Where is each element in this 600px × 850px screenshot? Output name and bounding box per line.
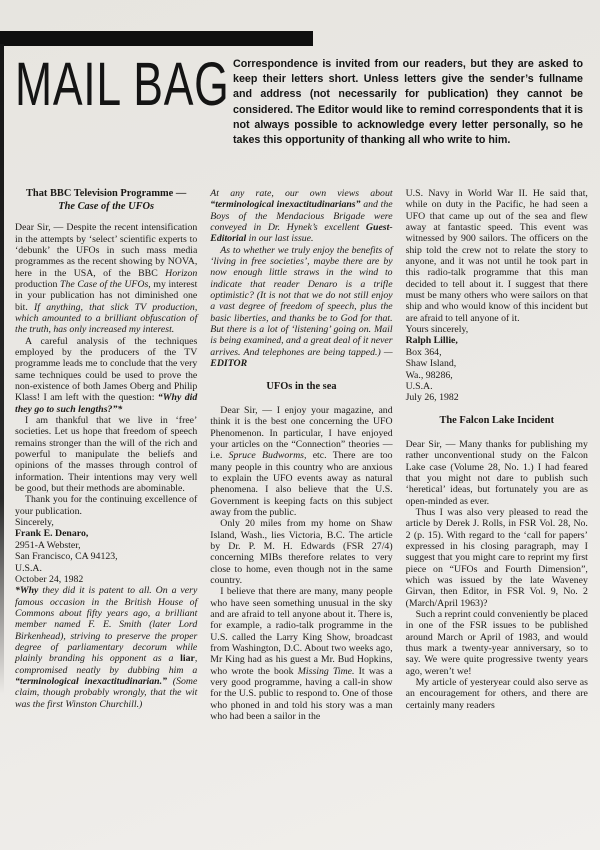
editor-note-paragraph: As to whether we truly enjoy the benefits of ‘living in free societies’, maybe there are by now enough little straws in the wind to indicate that reader Denaro is a trifle optimistic? (It is not that we do not still enjoy a vast degree of freedom of speech, plus the basic liberties, and thanks be to God for that. But there is a lot of ‘listening’ going on. Mail is being examined, and a great deal of it never arrives. And telephones are being tapped.) — EDITOR [210, 244, 393, 370]
scan-artifact-left-edge [0, 44, 4, 694]
signature-block-denaro: Sincerely, Frank E. Denaro, 2951-A Webster, San Francisco, CA 94123, U.S.A. October 24, 1982 [15, 517, 118, 585]
signature-block-lillie: Yours sincerely, Ralph Lillie, Box 364, Shaw Island, Wa., 98286, U.S.A. July 26, 1982 [405, 324, 469, 404]
letter-paragraph: I am thankful that we live in ‘free’ societies. Let us hope that freedom of speech remains stronger than the will of the rich and powerful to manipulate the beliefs and opinions of the masses through control of information. Their intentions may very well be good, but their methods are abominable. [15, 415, 198, 495]
letter-heading-bbc-programme [15, 188, 197, 213]
letter-paragraph: Only 20 miles from my home on Shaw Island, Wash., lies Victoria, B.C. The article by Dr. P. M. H. Edwards (FSR 27/4) concerning MIBs therefore relates to very close to home, even though not in the same country. [210, 518, 393, 586]
letter-paragraph: Thus I was also very pleased to read the article by Derek J. Rolls, in FSR Vol. 28, No. 2 (p. 15). With regard to the ‘call for papers’ expressed in his closing paragraph, may I suggest that you might care to reprint my first piece on “UFOs and Fourth Dimension”, which was issued by the late Waveney Girvan, then Editor, in FSR Vol. 9, No. 2 (March/April 1963)? [405, 506, 588, 609]
letters-columns [15, 188, 588, 722]
correspondence-notice: Correspondence is invited from our readers, but they are asked to keep their letters short. Unless letters give the sender’s fullname and address (not necessarily for publication) they cannot be considered. The Editor would like to remind correspondents that it is not always possible to acknowledge every letter personally, so he takes this opportunity of thanking all who write to him. [233, 58, 583, 147]
letter-heading-line2: The Case of the UFOs [58, 200, 155, 212]
letter-paragraph: Dear Sir, — Many thanks for publishing my rather unconventional study on the Falcon Lake case (Volume 28, No. 1.) I had feared that you might not dare to publish such ‘heretical’ ideas, but fortunately you are as open-minded as ever. [405, 438, 588, 507]
letter-heading-falcon-lake: The Falcon Lake Incident [439, 414, 555, 426]
letter-heading-line1: That BBC Television Programme — [26, 188, 187, 199]
editor-note-paragraph: At any rate, our own views about “terminological inexactitudinarians” and the Boys of the Mendacious Brigade were conveyed in Dr. Hynek’s excellent Guest-Editorial in our last issue. [210, 188, 393, 245]
letter-paragraph: Dear Sir, — Despite the recent intensification in the attempts by ‘select’ scientific experts to ‘debunk’ the UFOs in such mass media programmes as the recent showing by NOVA, here in the USA, of the BBC Horizon production The Case of the UFOs, my interest in your publication has not diminished one bit. If anything, that slick TV production, which amounted to a brilliant obfuscation of the truth, has only increased my interest. [15, 222, 198, 336]
letter-paragraph: Dear Sir, — I enjoy your magazine, and think it is the best one concerning the UFO Phenomenon. In particular, I have enjoyed your articles on the “Connection” theories — i.e. Spruce Budworms, etc. There are too many people in this country who are anxious to explain the UFO events away as natural phenomena. I also believe that the U.S. Government is keeping facts on this subject away from the public. [210, 404, 393, 518]
letter-paragraph: U.S. Navy in World War II. He said that, while on duty in the Pacific, he had seen a UFO that came up out of the sea and flew away at fantastic speed. This event was witnessed by 900 sailors. The officers on the ship told the crew not to relate the story to anyone, and it was not until he took part in this radio-talk programme that this man decided to tell about it. I suggest that there must be many others who were sailors on that ship and who would know of this incident but are afraid to tell anyone of it. [405, 188, 588, 324]
column-2 [210, 188, 392, 722]
column-3 [406, 188, 588, 722]
letter-heading-ufos-in-the-sea: UFOs in the sea [266, 380, 337, 392]
column-1 [15, 188, 197, 722]
letter-paragraph: A careful analysis of the techniques employed by the producers of the TV programme leads me to conclude that the very same techniques could be used to prove the non-existence of both James Oberg and Philip Klass! I am left with the question: “Why did they go to such lengths?”* [15, 335, 198, 415]
letter-paragraph: Such a reprint could conveniently be placed in one of the FSR issues to be published around March or April of 1983, and would thus mark a twenty-year anniversary, so to say. We were quite progressive twenty years ago, weren’t we! [405, 609, 588, 677]
letter-paragraph: My article of yesteryear could also serve as an encouragement for others, and there are certainly many readers [405, 677, 588, 711]
masthead-title: MAIL BAG [15, 50, 230, 118]
letter-paragraph: Thank you for the continuing excellence of your publication. [15, 494, 198, 517]
editor-footnote: *Why they did it is patent to all. On a very famous occasion in the British House of Commons about fifty years ago, a brilliant member named F. E. Smith (later Lord Birkenhead), striving to preserve the proper degree of parliamentary decorum while plainly branding his opponent as a liar, compromised neatly by dubbing him a “terminological inexactitudinarian.” (Some claim, though probably wrongly, that the wit was the first Winston Churchill.) [15, 585, 198, 710]
scan-artifact-top-bar [0, 31, 313, 46]
letter-paragraph: I believe that there are many, many people who have seen something unusual in the sky and are afraid to tell anyone about it. There is, for example, a radio-talk programme in the U.S. called the Larry King Show, broadcast from Washington, D.C. About two weeks ago, Mr King had as his guest a Mr. Bud Hopkins, who wrote the book Missing Time. It was a very good programme, having a call-in show for the U.S. public to respond to. One of those who phoned in and told his story was a man who had been a sailor in the [210, 586, 393, 723]
